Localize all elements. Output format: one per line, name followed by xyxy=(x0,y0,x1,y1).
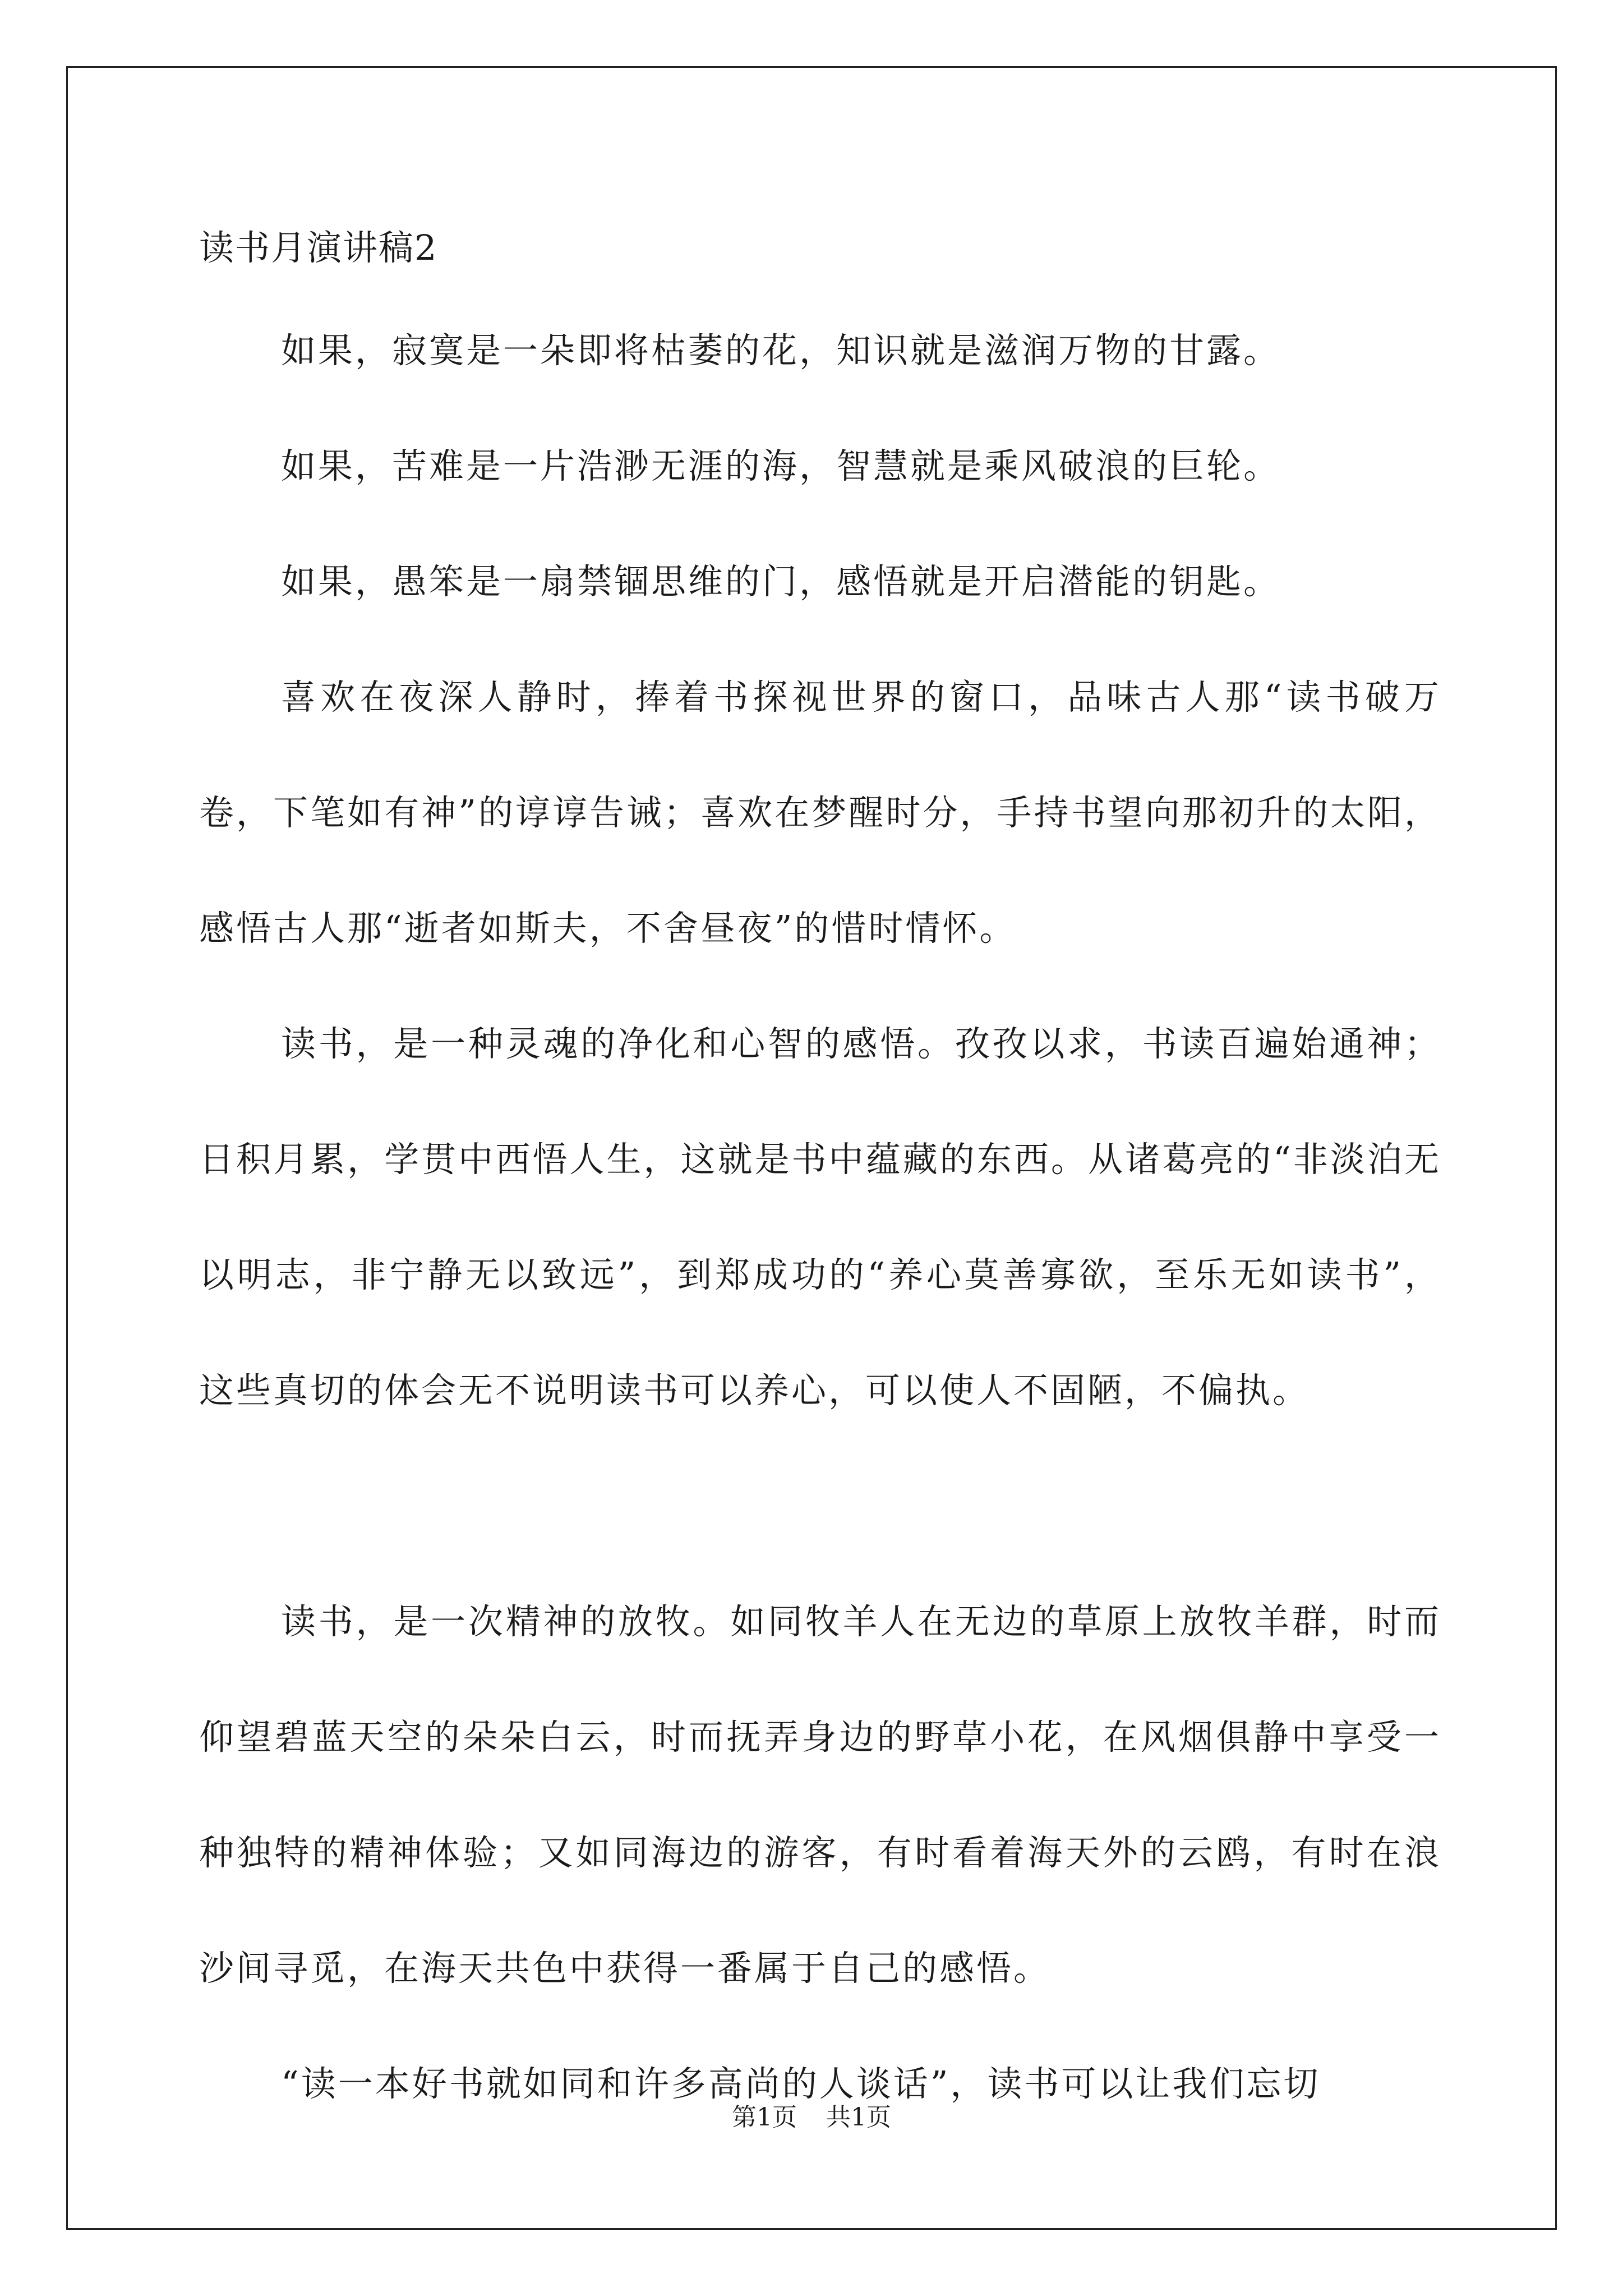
paragraph-4: 喜欢在夜深人静时，捧着书探视世界的窗口，品味古人那“读书破万卷，下笔如有神”的谆谆告诫；喜欢在梦醒时分，手持书望向那初升的太阳，感悟古人那“逝者如斯夫，不舍昼夜”的惜时情怀。 xyxy=(199,677,1441,949)
paragraph-2: 如果，苦难是一片浩渺无涯的海，智慧就是乘风破浪的巨轮。 xyxy=(281,445,1281,486)
paragraph-3: 如果，愚笨是一扇禁锢思维的门，感悟就是开启潜能的钥匙。 xyxy=(281,561,1281,602)
paragraph-7: “读一本好书就如同和许多高尚的人谈话”，读书可以让我们忘切 xyxy=(281,2063,1321,2104)
paragraph-5: 读书，是一种灵魂的净化和心智的感悟。孜孜以求，书读百遍始通神；日积月累，学贯中西悟人生，这就是书中蕴藏的东西。从诸葛亮的“非淡泊无以明志，非宁静无以致远”，到郑成功的“养心莫善寡欲，至乐无如读书”，这些真切的体会无不说明读书可以养心，可以使人不固陋，不偏执。 xyxy=(199,1023,1441,1411)
paragraph-6: 读书，是一次精神的放牧。如同牧羊人在无边的草原上放牧羊群，时而仰望碧蓝天空的朵朵白云，时而抚弄身边的野草小花，在风烟俱静中享受一种独特的精神体验；又如同海边的游客，有时看着海天外的云鸥，有时在浪沙间寻觅，在海天共色中获得一番属于自己的感悟。 xyxy=(199,1601,1441,1989)
paragraph-1: 如果，寂寞是一朵即将枯萎的花，知识就是滋润万物的甘露。 xyxy=(281,330,1281,371)
page-footer xyxy=(0,2101,1623,2134)
document-title: 读书月演讲稿2 xyxy=(199,227,438,268)
page-number: 第1页 xyxy=(732,2103,797,2132)
page-total: 共1页 xyxy=(826,2103,891,2132)
